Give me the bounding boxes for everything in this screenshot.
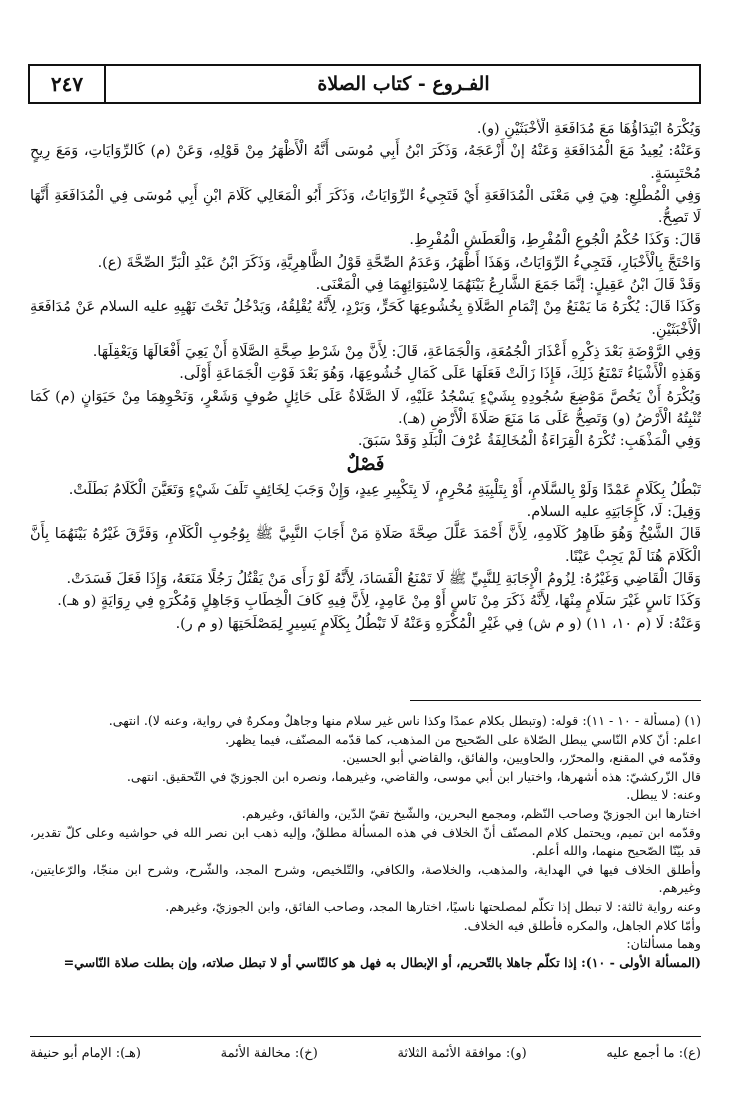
footnotes	[30, 712, 701, 1032]
footnote-line: وأمّا كلام الجاهل، والمكره فأطلق فيه الخلاف.	[463, 917, 701, 933]
paragraph: وَعَنْهُ: لَا (م ١٠، ١١) (و م ش) فِي غَيْرِ الْمُكْرَهِ وَعَنْهُ لَا تَبْطُلُ بِكَلَامٍ يَسِيرٍ لِمَصْلَحَتِهَا (و م ر).	[175, 615, 701, 632]
page-header	[28, 64, 701, 104]
paragraph: قَالَ الشَّيْخُ وَهُوَ ظَاهِرُ كَلَامِهِ، لِأَنَّ أَحْمَدَ عَلَّلَ صِحَّةَ صَلَاةِ مَنْ أَجَابَ النَّبِيَّ ﷺ بِوُجُوبِ الْكَلَامِ، وَفَرَّقَ غَيْرُهُ بَيْنَهُمَا بِأَنَّ الْكَلَامَ هُنَا لَمْ يَجِبْ عَيْنًا.	[30, 526, 701, 565]
paragraph: وَهَذِهِ الْأَشْيَاءُ تَمْنَعُ ذَلِكَ، فَإِذَا زَالَتْ فَعَلَهَا عَلَى كَمَالِ خُشُوعِهَا، وَهُوَ بَعْدَ فَوْتِ الْجَمَاعَةِ أَوْلَى.	[179, 366, 701, 383]
paragraph: وَقَدْ قَالَ ابْنُ عَقِيلٍ: إنَّمَا جَمَعَ الشَّارِعُ بَيْنَهُمَا لِاسْتِوَائِهِمَا فِي الْمَعْنَى.	[315, 277, 701, 294]
legend-item: (هـ): الإمام أبو حنيفة	[30, 1046, 141, 1061]
footnote-line: وقدّمه في المقنع، والمحرّر، والحاويين، والفائق، والقاضي أبو الحسين.	[342, 750, 701, 766]
paragraph: وَقِيلَ: لَا، كَإِجَابَتِهِ عليه السلام.	[526, 504, 701, 521]
paragraph: وَقَالَ الْقَاضِي وَغَيْرُهُ: لِزُومُ الْإِجَابَةِ لِلنَّبِيِّ ﷺ لَا تَمْنَعُ الْفَسَادَ، لِأَنَّهُ لَوْ رَأَى مَنْ يَقْتُلُ رَجُلًا مَنَعَهُ، وَإِذَا فَعَلَ فَسَدَتْ.	[66, 570, 701, 587]
paragraph: وَاحْتَجَّ بِالْأَخْبَارِ، فَتَجِيءُ الرِّوَايَاتُ، وَهَذَا أَظْهَرُ، وَعَدَمُ الصِّحَّةِ قَوْلُ الظَّاهِرِيَّةِ، وَذَكَرَ ابْنُ عَبْدِ الْبَرِّ الصِّحَّةَ (ع).	[97, 254, 701, 271]
symbol-legend	[30, 1042, 701, 1066]
footnote-line: قال الزّركشيّ: هذه أشهرها، واختيار ابن أبي موسى، والقاضي، وغيرهما، ونصره ابن الجوزيّ في التّحقيق. انتهى.	[126, 768, 701, 784]
footnote-line: (١) (مسألة - ١٠ - ١١): قوله: (وتبطل بكلام عمدًا وكذا ناس غير سلام منها وجاهلٌ ومكرهٌ في رواية، وعنه لا). انتهى.	[108, 713, 701, 728]
paragraph: وَكَذَا نَاسٍ غَيْرَ سَلَامٍ مِنْهَا، لِأَنَّهُ ذَكَرَ مِنْ نَاسٍ أَوْ مِنْ عَامِدٍ، لِأَنَّ فِيهِ كَافَ الْخِطَابِ وَجَاهِلٍ وَمُكْرَهٍ فِي رِوَايَةٍ (و هـ).	[57, 593, 701, 610]
paragraph: وَفِي الْمَذْهَبِ: تُكْرَهُ الْقِرَاءَةُ الْمُخَالِفَةُ عُرْفَ الْبَلَدِ وَقَدْ سَبَقَ.	[357, 433, 701, 450]
footnote-line: وهما مسألتان:	[626, 936, 701, 952]
paragraph: وَفِي الرَّوْضَةِ بَعْدَ ذِكْرِهِ أَعْذَارَ الْجُمُعَةِ، وَالْجَمَاعَةِ، قَالَ: لِأَنَّ مِنْ شَرْطِ صِحَّةِ الصَّلَاةِ أَنْ يَعِيَ أَفْعَالَهَا وَيَعْقِلَهَا.	[92, 343, 701, 360]
footnote-line: وعنه: لا يبطل.	[626, 787, 701, 803]
footnote-line: اعلم: أنّ كلام النّاسي يبطل الصّلاة على الصّحيح من المذهب، كما قدّمه المصنّف، فيما يظهر.	[225, 731, 701, 747]
legend-item: (ع): ما أجمع عليه	[606, 1046, 701, 1061]
paragraph: وَكَذَا قَالَ: يُكْرَهُ مَا يَمْنَعُ مِنْ إتْمَامِ الصَّلَاةِ بِخُشُوعِهَا كَحَرٍّ، وَبَرْدٍ، لِأَنَّهُ يُقْلِقُهُ، وَيَدْخُلُ تَحْتَ نَهْيِهِ عليه السلام عَنْ مُدَافَعَةِ الْأَخْبَثَيْنِ.	[30, 299, 701, 338]
legend-item: (خ): مخالفة الأئمة	[220, 1046, 318, 1061]
footnote-separator	[410, 700, 701, 701]
footnote-line: وأطلق الخلاف فيها في الهداية، والمذهب، والخلاصة، والكافي، والتّلخيص، وشرح المجد، والشّرح، وشرح ابن منجّا، والرّعايتين، وغيرهم.	[30, 861, 701, 896]
footnote-line: اختارها ابن الجوزيّ وصاحب النّظم، ومجمع البحرين، والشّيخ تقيّ الدّين، والفائق، وغيرهم.	[241, 805, 701, 821]
paragraph: تَبْطُلُ بِكَلَامٍ عَمْدًا وَلَوْ بِالسَّلَامِ، أَوْ بِتَلْبِيَةِ مُحْرِمٍ، لَا بِتَكْبِيرِ عِيدٍ، وَإِنْ وَجَبَ لِخَائِفٍ تَلَفَ شَيْءٍ وَتَعَيَّنَ الْكَلَامُ بَطَلَتْ.	[68, 481, 701, 498]
main-text	[30, 118, 701, 692]
paragraph: وَيُكْرَهُ ابْتِدَاؤُهَا مَعَ مُدَافَعَةِ الْأَخْبَثَيْنِ (و).	[476, 121, 701, 137]
footnote-line: وعنه رواية ثالثة: لا تبطل إذا تكلّم لمصلحتها ناسيًا، اختارها المجد، وصاحب الفائق، وابن الجوزيّ، وغيرهم.	[165, 898, 701, 914]
paragraph: وَعَنْهُ: يُعِيدُ مَعَ الْمُدَافَعَةِ وَعَنْهُ إنْ أَزْعَجَهُ، وَذَكَرَ ابْنُ أَبِي مُوسَى أَنَّهُ الْأَظْهَرُ مِنْ قَوْلِهِ، وَعَنْ (م) كَالرِّوَايَاتِ، وَمَعَ رِيحٍ مُحْتَبِسَةٍ.	[30, 143, 701, 182]
running-title: الفـروع - كتاب الصلاة	[317, 73, 490, 95]
paragraph: وَيُكْرَهُ أَنْ يَخُصَّ مَوْضِعَ سُجُودِهِ بِشَيْءٍ يَسْجُدُ عَلَيْهِ، لَا الصَّلَاةُ عَلَى حَائِلٍ صُوفٍ وَشَعْرٍ، وَنَحْوِهِمَا مِنْ حَيَوَانٍ (م) كَمَا تُنْبِتُهُ الْأَرْضُ (و) وَتَصِحُّ عَلَى مَا مَنَعَ صَلَاةَ الْأَرْضِ (هـ).	[30, 388, 701, 427]
paragraph: وَفِي الْمُطْلِعِ: هِيَ فِي مَعْنَى الْمُدَافَعَةِ أَيْ فَتَجِيءُ الرِّوَايَاتُ، وَذَكَرَ أَبُو الْمَعَالِي كَلَامَ ابْنِ أَبِي مُوسَى فِي الْمُدَافَعَةِ أَنَّهَا لَا تَصِحُّ.	[30, 187, 701, 227]
paragraph: قَالَ: وَكَذَا حُكْمُ الْجُوعِ الْمُفْرِطِ، وَالْعَطَشِ الْمُفْرِطِ.	[409, 232, 701, 249]
legend-item: (و): موافقة الأئمة الثلاثة	[397, 1046, 527, 1061]
page-number: ٢٤٧	[30, 66, 106, 102]
footer-separator	[30, 1036, 701, 1037]
footnote-line: (المسألة الأولى - ١٠): إذا تكلّم جاهلا بالتّحريم، أو الإبطال به فهل هو كالنّاسي أو لا تبطل صلاته، وإن بطلت صلاة النّاسي=	[63, 954, 701, 970]
section-heading: فَصْلٌ	[346, 454, 385, 476]
footnote-line: وقدّمه ابن تميم، ويحتمل كلام المصنّف أنّ الخلاف في هذه المسألة مطلقٌ، وإليه ذهب ابن نصر الله في حواشيه وعلى كلّ تقدير، قد بيّنّا الصّحيح منهما، والله أعلم.	[30, 824, 701, 859]
